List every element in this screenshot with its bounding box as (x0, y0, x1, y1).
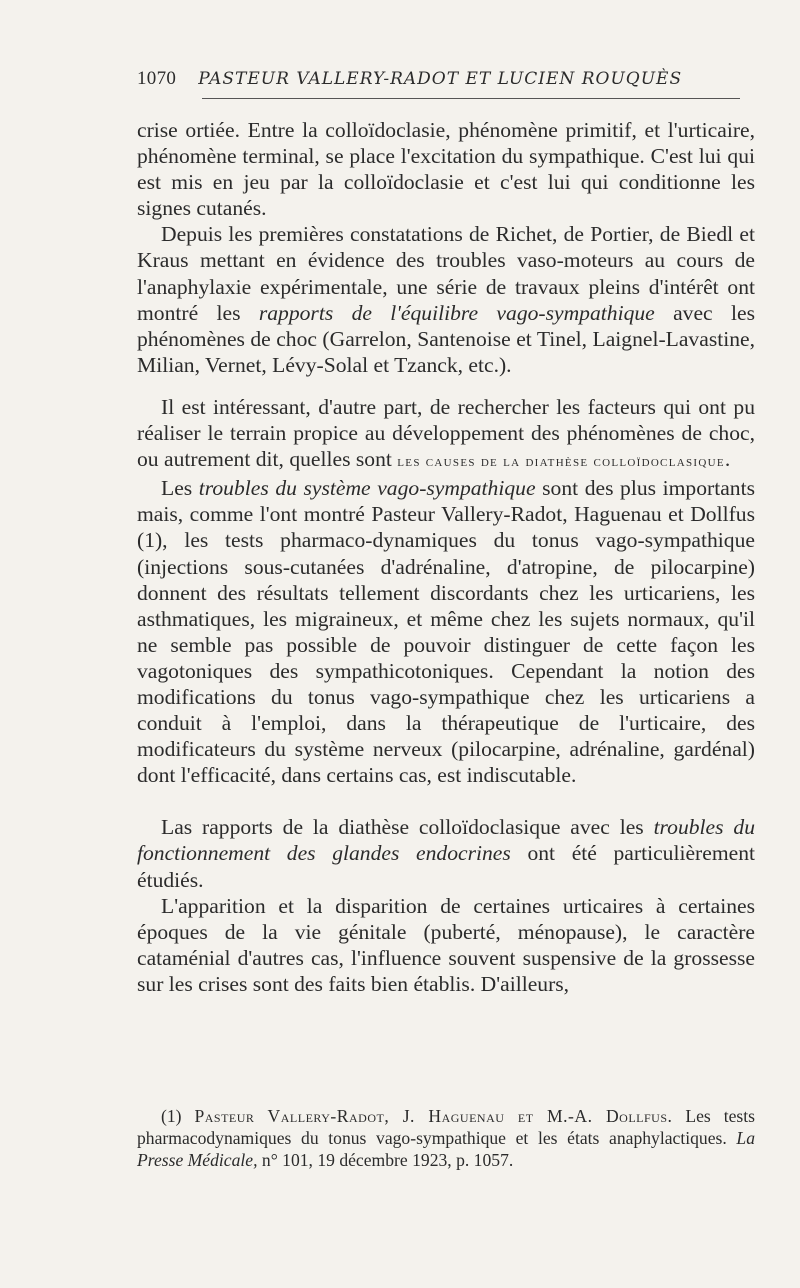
footnote (137, 1105, 755, 1171)
footnote-number: (1) (161, 1106, 182, 1126)
paragraph-4-text-b: sont des plus importants mais, comme l'ont montré Pasteur Vallery-Radot, Haguenau et Dollfus (1), les tests pharmaco-dynamiques du tonus vago-sympathique (injections sous-cutanées d'adrénaline, d'atropine, de pilocarpine) donnent des résultats tellement discordants chez les urticariens, les asthmatiques, les migraineux, et même chez les sujets normaux, qu'il ne semble pas possible de pouvoir distinguer de cette façon les vagotoniques des sympathicotoniques. Cependant la notion des modifications du tonus vago-sympathique chez les urticariens a conduit à l'emploi, dans la thérapeutique de l'urticaire, des modificateurs du système nerveux (pilocarpine, adrénaline, gardénal) dont l'efficacité, dans certains cas, est indiscutable. (137, 476, 755, 788)
paragraph-4-emphasis: troubles du système vago-sympathique (198, 476, 536, 501)
paragraph-4-text-a: Les (161, 476, 199, 501)
footnote-title: Les tests pharmacodynamiques du tonus vago-sympathique et les états anaphylactiques. (137, 1106, 755, 1148)
paragraph-3 (137, 394, 755, 475)
footnote-reference: n° 101, 19 décembre 1923, p. 1057. (257, 1150, 514, 1170)
paragraph-2-text-b: avec les phénomènes de choc (Garrelon, Santenoise et Tinel, Laignel-Lavastine, Milian, Vernet, Lévy-Solal et Tzanck, etc.). (137, 300, 755, 377)
paragraph-1: crise ortiée. Entre la colloïdoclasie, phénomène primitif, et l'urticaire, phénomène terminal, se place l'excitation du sympathique. C'est lui qui est mis en jeu par la colloïdoclasie et c'est lui qui conditionne les signes cutanés. (137, 118, 755, 221)
header-rule (202, 98, 740, 99)
body-text (137, 117, 755, 997)
paragraph-5 (137, 814, 755, 892)
paragraph-4 (137, 475, 755, 788)
paragraph-3-smallcaps: les causes de la diathèse colloïdoclasique (397, 454, 725, 471)
paragraph-2-text-a: Depuis les premières constatations de Richet, de Portier, de Biedl et Kraus mettant en évidence des troubles vaso-moteurs au cours de l'anaphylaxie expérimentale, une série de travaux pleins d'intérêt ont montré les (137, 222, 755, 325)
page-number: 1070 (137, 68, 177, 89)
paragraph-5-text-b: ont été particulièrement étudiés. (137, 841, 755, 892)
footnote-journal: La Presse Médicale, (137, 1128, 755, 1170)
running-header (137, 68, 747, 90)
running-title: PASTEUR VALLERY-RADOT ET LUCIEN ROUQUÈS (198, 69, 683, 89)
paragraph-5-emphasis: troubles du fonctionnement des glandes endocrines (137, 815, 755, 866)
paragraph-2 (137, 221, 755, 378)
paragraph-2-emphasis: rapports de l'équilibre vago-sympathique (258, 300, 655, 325)
paragraph-6: L'apparition et la disparition de certaines urticaires à certaines époques de la vie génitale (puberté, ménopause), le caractère cataménial d'autres cas, l'influence souvent suspensive de la grossesse sur les crises sont des faits bien établis. D'ailleurs, (137, 893, 755, 996)
footnote-authors: Pasteur Vallery-Radot, J. Haguenau et M.-A. Dollfus. (194, 1106, 673, 1126)
paragraph-5-text-a: Las rapports de la diathèse colloïdoclasique avec les (161, 815, 654, 840)
paragraph-3-text-b: . (724, 447, 731, 472)
paragraph-3-text-a: Il est intéressant, d'autre part, de rechercher les facteurs qui ont pu réaliser le terrain propice au développement des phénomènes de choc, ou autrement dit, quelles sont (137, 394, 755, 472)
